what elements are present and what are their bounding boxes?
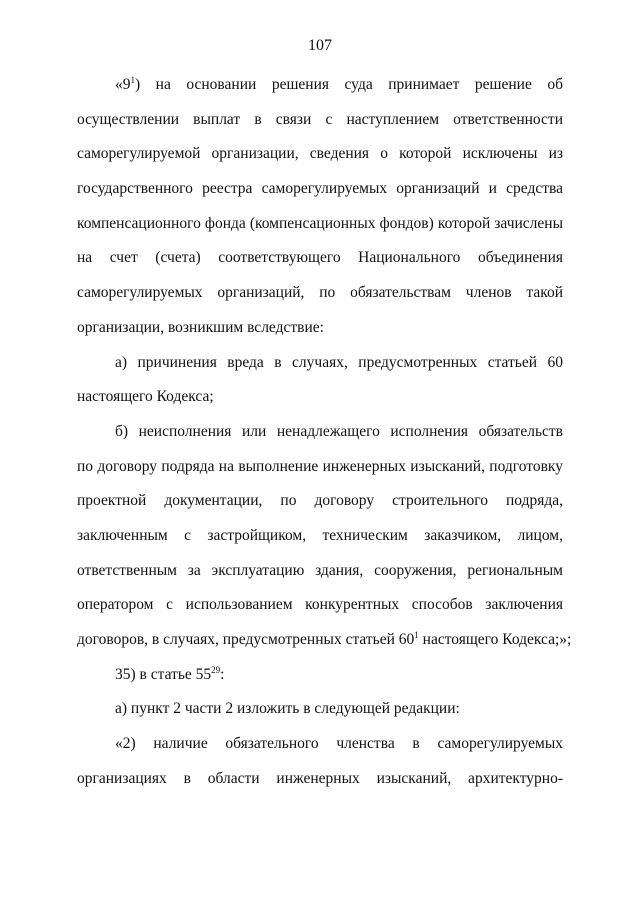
text-segment: :	[220, 665, 225, 683]
text-segment: настоящего Кодекса;»;	[418, 631, 572, 648]
text-segment: настоящего Кодекса;	[77, 388, 214, 406]
text-line	[77, 241, 563, 276]
text-segment: 35) в статье 55	[115, 665, 212, 683]
text-line	[77, 450, 563, 485]
text-segment: ответственным за эксплуатацию здания, сооружения, региональным	[77, 561, 563, 579]
superscript: 1	[414, 629, 419, 640]
text-segment: заключенным с застройщиком, техническим заказчиком, лицом,	[77, 526, 563, 544]
text-segment: на счет (счета) соответствующего Национального объединения	[77, 249, 563, 267]
text-line	[77, 137, 563, 172]
text-segment: «2) наличие обязательного членства в саморегулируемых	[115, 735, 563, 753]
text-line	[77, 588, 563, 623]
text-segment: б) неисполнения или ненадлежащего исполнения обязательств	[115, 422, 563, 440]
text-line	[77, 484, 563, 519]
text-segment: «9	[115, 76, 131, 93]
text-line	[77, 172, 563, 207]
text-line	[77, 623, 572, 658]
document-body	[77, 68, 572, 796]
text-segment: проектной документации, по договору строительного подряда,	[77, 492, 563, 510]
page-number: 107	[308, 37, 332, 54]
text-line	[77, 519, 563, 554]
text-line	[77, 68, 563, 103]
text-segment: осуществлении выплат в связи с наступлением ответственности	[77, 110, 563, 128]
text-line	[77, 658, 563, 693]
text-line	[77, 346, 563, 381]
text-line	[77, 762, 563, 797]
superscript: 29	[211, 664, 221, 675]
text-line	[77, 727, 563, 762]
text-segment: саморегулируемых организаций, по обязательствам членов такой	[77, 284, 563, 302]
text-segment: по договору подряда на выполнение инженерных изысканий, подготовку	[77, 457, 563, 475]
text-line	[77, 692, 563, 727]
text-segment: оператором с использованием конкурентных способов заключения	[77, 596, 563, 614]
text-segment: организации, возникшим вследствие:	[77, 318, 324, 336]
text-segment: государственного реестра саморегулируемых организаций и средства	[77, 180, 563, 198]
text-line	[77, 103, 563, 138]
text-line	[77, 276, 563, 311]
text-segment: компенсационного фонда (компенсационных фондов) которой зачислены	[77, 214, 563, 232]
text-line	[77, 380, 563, 415]
text-line	[77, 311, 563, 346]
superscript: 1	[130, 74, 135, 85]
text-segment: ) на основании решения суда принимает решение об	[135, 76, 563, 93]
text-segment: а) причинения вреда в случаях, предусмотренных статьей 60	[115, 353, 563, 371]
text-segment: организациях в области инженерных изысканий, архитектурно-	[77, 769, 563, 787]
text-segment: а) пункт 2 части 2 изложить в следующей редакции:	[115, 700, 460, 718]
text-segment: договоров, в случаях, предусмотренных статьей 60	[77, 631, 415, 648]
text-line	[77, 554, 563, 589]
text-line	[77, 207, 563, 242]
text-segment: саморегулируемой организации, сведения о которой исключены из	[77, 145, 563, 163]
text-line	[77, 415, 563, 450]
